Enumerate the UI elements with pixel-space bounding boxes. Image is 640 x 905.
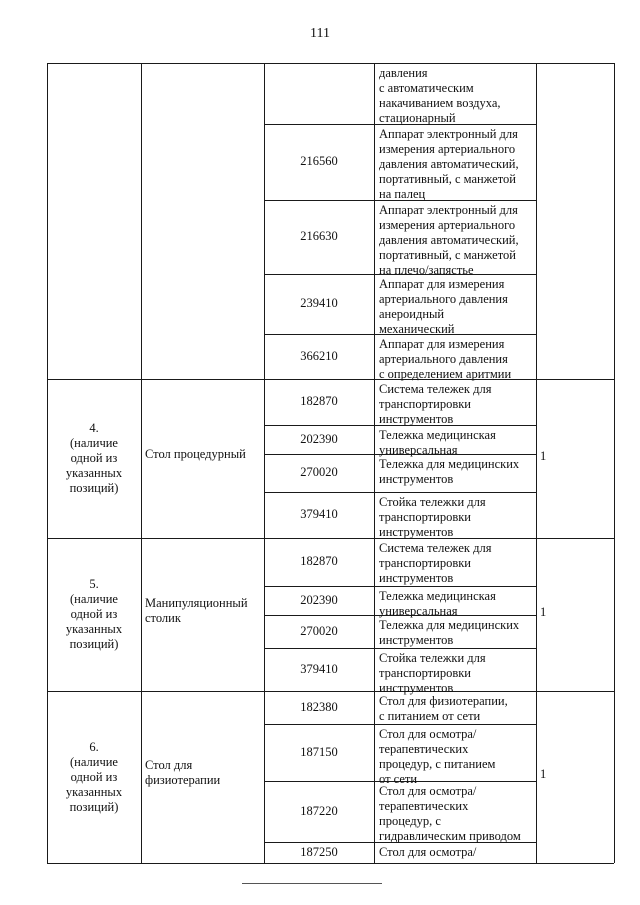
item-description: давления с автоматическим накачиванием воздуха, стационарный — [379, 66, 501, 125]
item-border — [264, 492, 536, 493]
item-code: 187250 — [300, 844, 338, 859]
column-border-2 — [264, 63, 265, 863]
item-code: 216560 — [300, 154, 338, 168]
column-border-5 — [614, 63, 615, 863]
item-description: Система тележек для транспортировки инструментов — [379, 541, 492, 585]
group-label: 6. (наличие одной из указанных позиций) — [65, 739, 123, 814]
item-code: 379410 — [300, 507, 338, 521]
item-description: Стол для осмотра/ терапевтических процедур, с гидравлическим приводом — [379, 784, 521, 843]
item-description: Стойка тележки для транспортировки инструментов — [379, 495, 486, 539]
item-description: Аппарат для измерения артериального давления с определением аритмии — [379, 337, 512, 381]
item-description: Тележка для медицинских инструментов — [379, 618, 520, 647]
group-label: 5. (наличие одной из указанных позиций) — [65, 577, 123, 651]
column-border-1 — [141, 63, 142, 863]
item-border — [264, 586, 536, 587]
item-code: 366210 — [300, 348, 338, 363]
item-description: Стол для осмотра/ терапевтических процедур, с питанием от сети — [379, 727, 496, 786]
equipment-table — [47, 63, 614, 863]
item-code: 270020 — [300, 465, 338, 479]
quantity-value: 1 — [540, 604, 547, 619]
column-border-3 — [374, 63, 375, 863]
item-description: Тележка медицинская универсальная — [379, 589, 496, 618]
table-top-border — [47, 63, 614, 64]
item-description: Тележка медицинская универсальная — [379, 428, 496, 457]
item-code: 270020 — [300, 623, 338, 638]
item-code: 202390 — [300, 592, 338, 607]
item-description: Система тележек для транспортировки инструментов — [379, 382, 492, 426]
item-code: 187150 — [300, 744, 338, 759]
column-border-4 — [536, 63, 537, 863]
quantity-value: 1 — [540, 448, 547, 463]
item-code: 182870 — [300, 394, 338, 408]
row-border — [47, 863, 614, 864]
item-code: 379410 — [300, 661, 338, 676]
item-description: Аппарат электронный для измерения артериального давления автоматический, портативный, с манжетой на палец — [379, 127, 519, 201]
page-number: 111 — [310, 26, 330, 41]
item-code: 187220 — [300, 803, 338, 818]
item-border — [264, 724, 536, 725]
equipment-name: Стол для физиотерапии — [145, 758, 221, 787]
item-code: 182870 — [300, 554, 338, 568]
item-description: Стойка тележки для транспортировки инструментов — [379, 651, 486, 695]
item-description: Стол для осмотра/ — [379, 845, 477, 859]
item-description: Аппарат для измерения артериального давления анероидный механический — [379, 277, 508, 336]
item-description: Тележка для медицинских инструментов — [379, 457, 520, 486]
footer-rule — [242, 883, 382, 884]
item-description: Аппарат электронный для измерения артериального давления автоматический, портативный, с манжетой на плечо/запястье — [379, 203, 519, 277]
group-label: 4. (наличие одной из указанных позиций) — [65, 421, 123, 495]
equipment-name: Манипуляционный столик — [145, 595, 248, 625]
column-border-0 — [47, 63, 48, 863]
quantity-value: 1 — [540, 767, 547, 781]
item-border — [264, 648, 536, 649]
item-code: 216630 — [300, 229, 338, 243]
item-code: 239410 — [300, 296, 338, 310]
item-description: Стол для физиотерапии, с питанием от сети — [379, 694, 508, 723]
equipment-name: Стол процедурный — [145, 447, 246, 461]
item-code: 182380 — [300, 699, 338, 714]
item-code: 202390 — [300, 431, 338, 446]
